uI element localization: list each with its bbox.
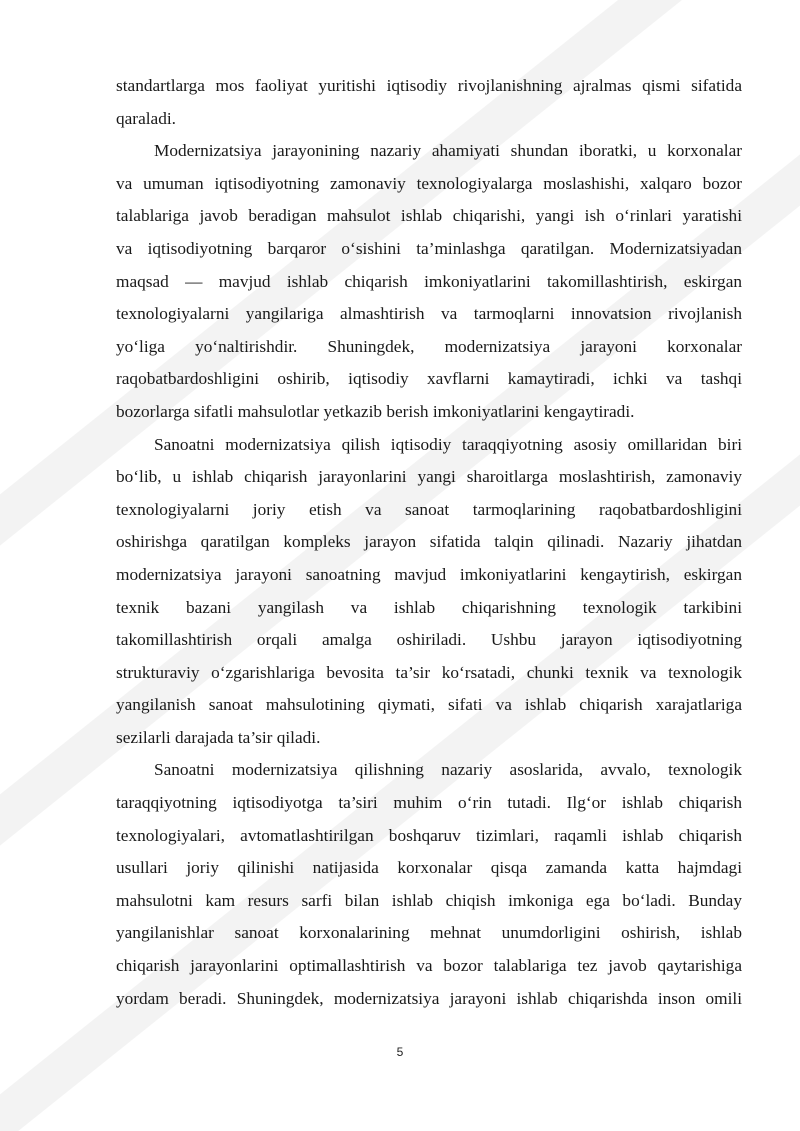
text-line: maqsad — mavjud ishlab chiqarish imkoniyatlarini takomillashtirish, eskirgan xyxy=(116,271,742,291)
text-line: va umuman iqtisodiyotning zamonaviy texnologiyalarga moslashishi, xalqaro bozor xyxy=(116,173,742,193)
paragraph xyxy=(116,70,742,135)
text-line: qaraladi. xyxy=(116,108,176,128)
page-number: 5 xyxy=(396,1045,404,1059)
text-line: bo‘lib, u ishlab chiqarish jarayonlarini yangi sharoitlarga moslashtirish, zamonaviy xyxy=(116,467,742,487)
text-line: yangilanishlar sanoat korxonalarining mehnat unumdorligini oshirish, ishlab xyxy=(116,923,742,943)
text-line: sezilarli darajada ta’sir qiladi. xyxy=(116,727,321,747)
text-line: texnologiyalarni joriy etish va sanoat tarmoqlarining raqobatbardoshligini xyxy=(116,499,742,519)
text-line: texnologiyalarni yangilariga almashtirish va tarmoqlarni innovatsion rivojlanish xyxy=(116,304,742,324)
text-line: texnologiyalari, avtomatlashtirilgan boshqaruv tizimlari, raqamli ishlab chiqarish xyxy=(116,825,742,845)
paragraph xyxy=(116,754,742,1015)
text-line: chiqarish jarayonlarini optimallashtirish va bozor talablariga tez javob qaytarishiga xyxy=(116,956,742,976)
text-line: usullari joriy qilinishi natijasida korxonalar qisqa zamanda katta hajmdagi xyxy=(116,858,742,878)
text-line: Modernizatsiya jarayonining nazariy ahamiyati shundan iboratki, u korxonalar xyxy=(154,141,742,161)
text-line: talablariga javob beradigan mahsulot ishlab chiqarishi, yangi ish o‘rinlari yaratishi xyxy=(116,206,742,226)
text-line: va iqtisodiyotning barqaror o‘sishini ta’minlashga qaratilgan. Modernizatsiyadan xyxy=(116,238,742,258)
text-line: taraqqiyotning iqtisodiyotga ta’siri muhim o‘rin tutadi. Ilg‘or ishlab chiqarish xyxy=(116,793,742,813)
paragraph xyxy=(116,429,742,755)
text-line: bozorlarga sifatli mahsulotlar yetkazib berish imkoniyatlarini kengaytiradi. xyxy=(116,401,635,421)
text-line: yordam beradi. Shuningdek, modernizatsiya jarayoni ishlab chiqarishda inson omili xyxy=(116,988,742,1008)
paragraph xyxy=(116,135,742,428)
text-line: yangilanish sanoat mahsulotining qiymati, sifati va ishlab chiqarish xarajatlariga xyxy=(116,695,742,715)
document-body xyxy=(116,70,742,1015)
text-line: modernizatsiya jarayoni sanoatning mavjud imkoniyatlarini kengaytirish, eskirgan xyxy=(116,564,742,584)
text-line: oshirishga qaratilgan kompleks jarayon sifatida talqin qilinadi. Nazariy jihatdan xyxy=(116,532,742,552)
text-line: takomillashtirish orqali amalga oshiriladi. Ushbu jarayon iqtisodiyotning xyxy=(116,630,742,650)
text-line: Sanoatni modernizatsiya qilishning nazariy asoslarida, avvalo, texnologik xyxy=(154,760,742,780)
text-line: strukturaviy o‘zgarishlariga bevosita ta’sir ko‘rsatadi, chunki texnik va texnologik xyxy=(116,662,742,682)
text-line: texnik bazani yangilash va ishlab chiqarishning texnologik tarkibini xyxy=(116,597,742,617)
text-line: raqobatbardoshligini oshirib, iqtisodiy xavflarni kamaytiradi, ichki va tashqi xyxy=(116,369,742,389)
text-line: Sanoatni modernizatsiya qilish iqtisodiy taraqqiyotning asosiy omillaridan biri xyxy=(154,434,742,454)
text-line: standartlarga mos faoliyat yuritishi iqtisodiy rivojlanishning ajralmas qismi sifatida xyxy=(116,76,742,95)
text-line: mahsulotni kam resurs sarfi bilan ishlab chiqish imkoniga ega bo‘ladi. Bunday xyxy=(116,890,742,910)
text-line: yo‘liga yo‘naltirishdir. Shuningdek, modernizatsiya jarayoni korxonalar xyxy=(116,336,742,356)
